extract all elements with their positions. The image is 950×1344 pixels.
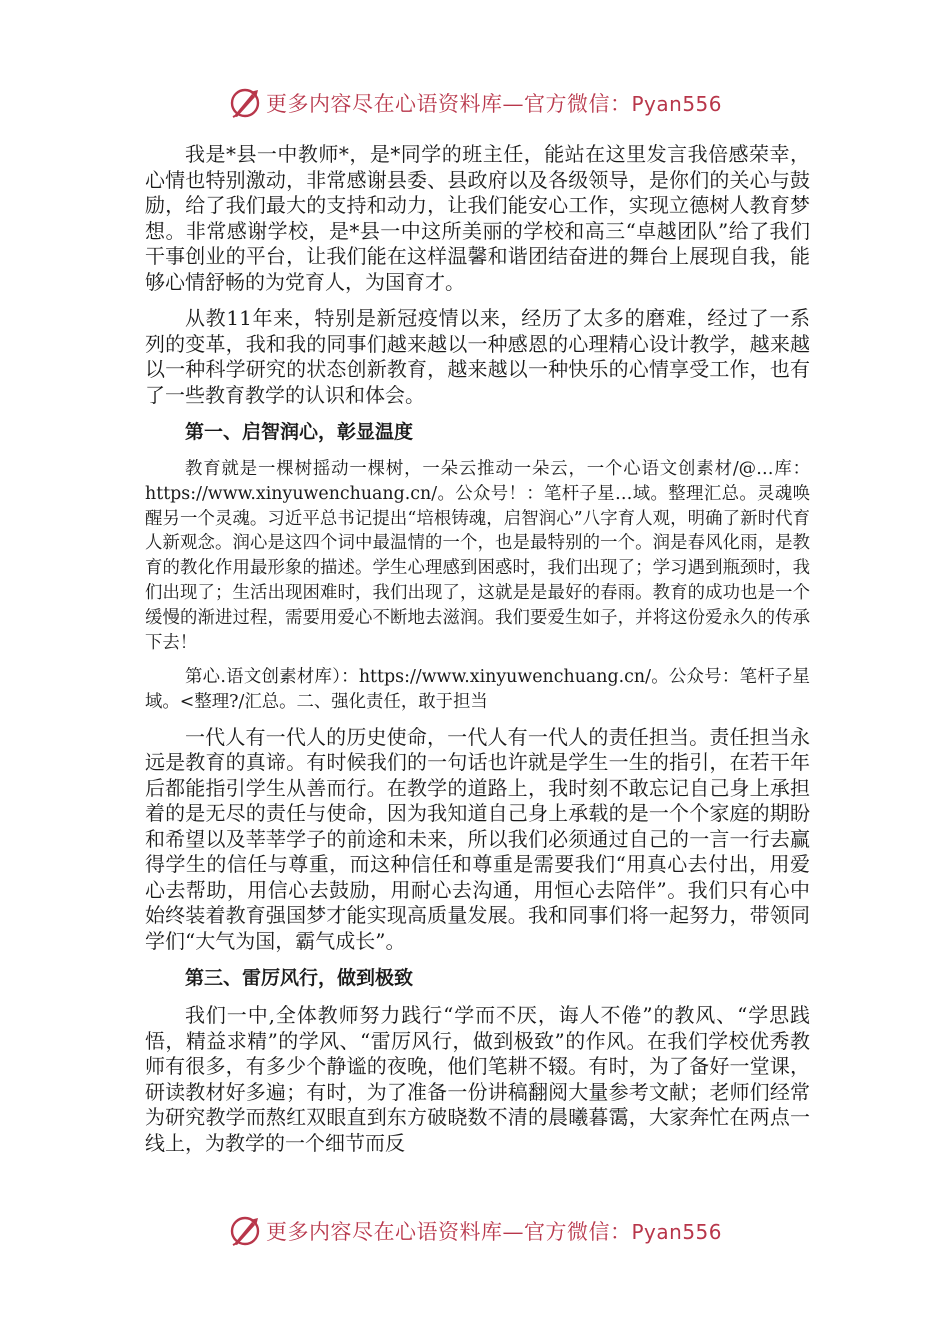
banner-text <box>266 88 722 118</box>
header-banner <box>0 83 950 123</box>
paragraph-section-2-title: 第心.语文创素材库）：https://www.xinyuwenchuang.cn/。公众号：笔杆子星域。<整理?/汇总。二、强化责任，敢于担当 <box>145 667 810 713</box>
banner-wechat-id: Pyan556 <box>631 1220 722 1244</box>
footer-banner <box>0 1211 950 1251</box>
document-body <box>145 142 810 1167</box>
paragraph-intro: 我是*县一中教师*，是*同学的班主任，能站在这里发言我倍感荣幸，心情也特别激动，非常感谢县委、县政府以及各级领导，是你们的关心与鼓励，给了我们最大的支持和动力，让我们能安心工作，实现立德树人教育梦想。非常感谢学校，是*县一中这所美丽的学校和高三“卓越团队”给了我们干事创业的平台，让我们能在这样温馨和谐团结奋进的舞台上展现自我，能够心情舒畅的为党育人，为国育才。 <box>145 142 810 294</box>
quill-logo-icon <box>228 1214 262 1248</box>
section-heading-3: 第三、雷厉风行，做到极致 <box>185 967 414 990</box>
banner-text <box>266 1216 722 1246</box>
banner-title: 更多内容尽在心语资料库—官方微信： <box>265 1220 632 1244</box>
paragraph-section-3: 我们一中,全体教师努力践行“学而不厌，诲人不倦”的教风、“学思践悟，精益求精”的学风、“雷厉风行，做到极致”的作风。在我们学校优秀教师有很多，有多少个静谧的夜晚，他们笔耕不辍。有时，为了备好一堂课，研读教材好多遍；有时，为了准备一份讲稿翻阅大量参考文献；老师们经常为研究教学而熬红双眼直到东方破晓数不清的晨曦暮霭，大家奔忙在两点一线上，为教学的一个细节而反 <box>145 1003 810 1155</box>
paragraph-teaching-years: 从教11年来，特别是新冠疫情以来，经历了太多的磨难，经过了一系列的变革，我和我的同事们越来越以一种感恩的心理精心设计教学，越来越以一种科学研究的状态创新教育，越来越以一种快乐的心情享受工作，也有了一些教育教学的认识和体会。 <box>145 306 810 407</box>
banner-wechat-id: Pyan556 <box>631 92 722 116</box>
paragraph-section-1: 教育就是一棵树摇动一棵树，一朵云推动一朵云，一个心语文创素材/@…库：https://www.xinyuwenchuang.cn/。公众号！：笔杆子星…域。整理汇总。灵魂唤醒另一个灵魂。习近平总书记提出“培根铸魂，启智润心”八字育人观，明确了新时代育人新观念。润心是这四个词中最温情的一个，也是最特别的一个。润是春风化雨，是教育的教化作用最形象的描述。学生心理感到困惑时，我们出现了；学习遇到瓶颈时，我们出现了；生活出现困难时，我们出现了，这就是是最好的春雨。教育的成功也是一个缓慢的渐进过程，需要用爱心不断地去滋润。我们要爱生如子，并将这份爱永久的传承下去！ <box>145 459 810 653</box>
section-heading-1: 第一、启智润心，彰显温度 <box>185 421 414 443</box>
quill-logo-icon <box>228 86 262 120</box>
paragraph-section-2: 一代人有一代人的历史使命，一代人有一代人的责任担当。责任担当永远是教育的真谛。有时候我们的一句话也许就是学生一生的指引，在若干年后都能指引学生从善而行。在教学的道路上，我时刻不敢忘记自己身上承担着的是无尽的责任与使命，因为我知道自己身上承载的是一个个家庭的期盼和希望以及莘莘学子的前途和未来，所以我们必须通过自己的一言一行去赢得学生的信任与尊重，而这种信任和尊重是需要我们“用真心去付出，用爱心去帮助，用信心去鼓励，用耐心去沟通，用恒心去陪伴”。我们只有心中始终装着教育强国梦才能实现高质量发展。我和同事们将一起努力，带领同学们“大气为国，霸气成长”。 <box>145 724 810 953</box>
banner-title: 更多内容尽在心语资料库—官方微信： <box>265 92 632 116</box>
